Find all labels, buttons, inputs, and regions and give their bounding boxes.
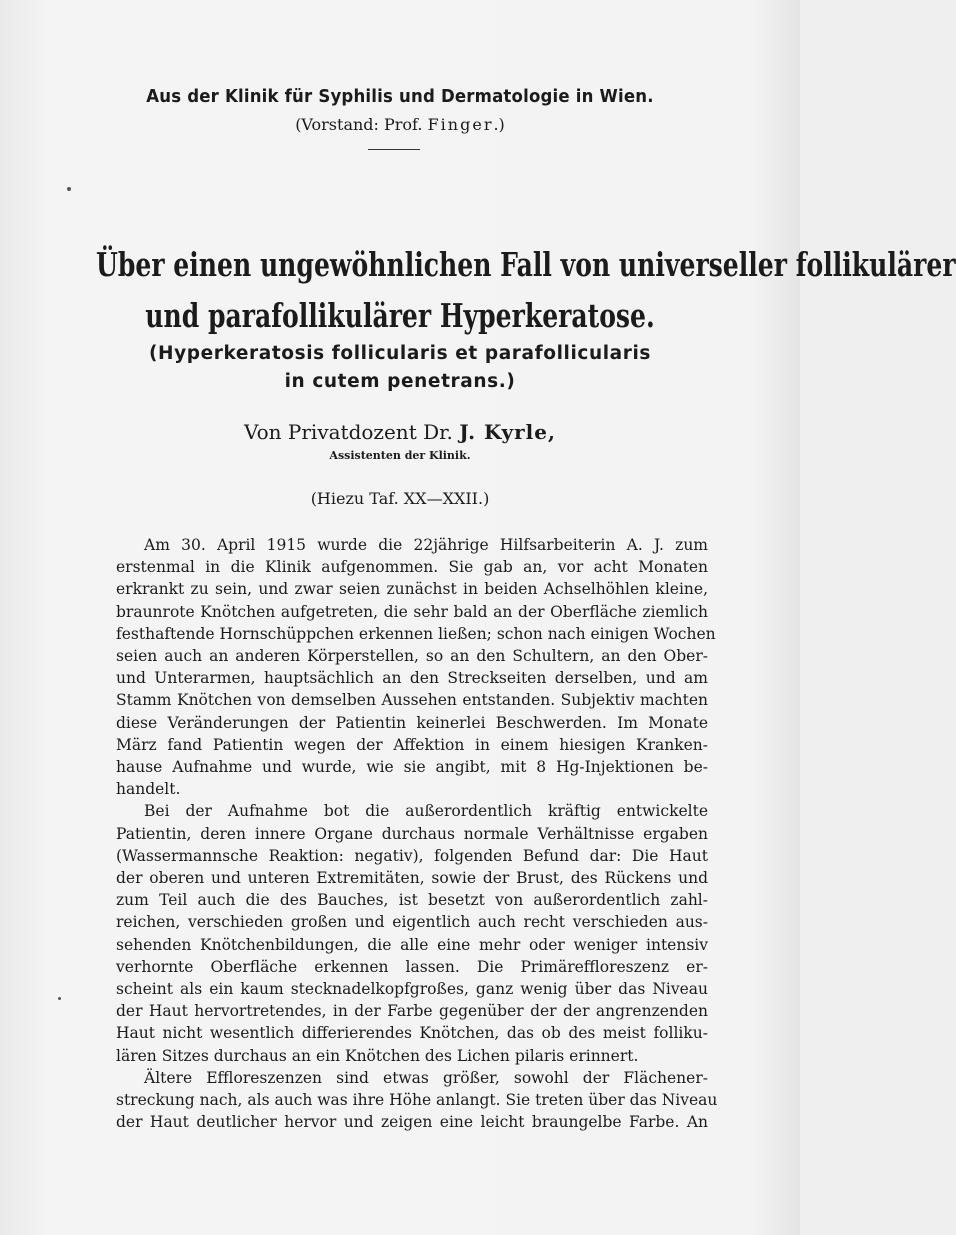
body-line: lären Sitzes durchaus an ein Knötchen des Lichen pilaris erinnert. [116,1046,639,1065]
body-line: scheint als ein kaum stecknadelkopfgroßes, ganz wenig über das Niveau [116,980,708,998]
author-line [0,420,800,444]
author-affiliation: Assistenten der Klinik. [329,449,471,462]
body-line: der Haut deutlicher hervor und zeigen eine leicht braungelbe Farbe. An [116,1113,708,1132]
body-line: zum Teil auch die des Bauches, ist besetzt von außerordentlich zahl- [116,891,708,910]
body-line: und Unterarmen, hauptsächlich an den Streckseiten derselben, und am [116,669,708,688]
body-line: (Wassermannsche Reaktion: negativ), folgenden Befund dar: Die Haut [116,846,708,865]
article-title-line-1: Über einen ungewöhnlichen Fall von universeller follikulärer [96,245,956,284]
body-line: erkrankt zu sein, und zwar seien zunächst in beiden Achselhöhlen kleine, [116,580,708,599]
body-line: der oberen und unteren Extremitäten, sowie der Brust, des Rückens und [116,869,708,887]
body-line: Ältere Effloreszenzen sind etwas größer, sowohl der Flächener- [144,1068,708,1087]
plates-reference: (Hiezu Taf. XX—XXII.) [310,489,490,508]
body-line: handelt. [116,780,181,799]
body-line: Stamm Knötchen von demselben Aussehen entstanden. Subjektiv machten [116,691,708,710]
body-line: diese Veränderungen der Patientin keinerlei Beschwerden. Im Monate [116,713,708,732]
body-line: März fand Patientin wegen der Affektion in einem hiesigen Kranken- [116,735,708,754]
body-line: sehenden Knötchenbildungen, die alle eine mehr oder weniger intensiv [116,935,708,954]
body-line: streckung nach, als auch was ihre Höhe anlangt. Sie treten über das Niveau [116,1091,718,1109]
body-line: Haut nicht wesentlich differierendes Knötchen, das ob des meist folliku- [116,1024,708,1043]
body-line: hause Aufnahme und wurde, wie sie angibt, mit 8 Hg-Injektionen be- [116,758,708,776]
chair-line [0,115,800,134]
body-line: festhaftende Hornschüppchen erkennen ließen; schon nach einigen Wochen [116,624,716,643]
latin-subtitle-line-1: (Hyperkeratosis follicularis et parafollicularis [148,343,652,364]
header-divider [368,149,420,150]
body-line: Bei der Aufnahme bot die außerordentlich kräftig entwickelte [144,802,708,821]
chair-suffix: .) [493,115,505,134]
body-line: Am 30. April 1915 wurde die 22jährige Hilfsarbeiterin A. J. zum [144,536,708,554]
chair-name: Finger [427,115,494,134]
article-title-line-2: und parafollikulärer Hyperkeratose. [145,296,655,335]
body-line: seien auch an anderen Körperstellen, so an den Schultern, an den Ober- [116,647,708,665]
body-line: der Haut hervortretendes, in der Farbe gegenüber der der angrenzenden [116,1002,708,1021]
institution-header: Aus der Klinik für Syphilis und Dermatologie in Wien. [146,86,654,107]
print-speck [67,187,71,191]
latin-subtitle-line-2: in cutem penetrans.) [284,371,516,392]
chair-prefix: (Vorstand: Prof. [295,115,428,134]
print-speck [58,997,61,1000]
body-line: reichen, verschieden großen und eigentlich auch recht verschieden aus- [116,913,708,932]
body-line: braunrote Knötchen aufgetreten, die sehr bald an der Oberfläche ziemlich [116,602,708,621]
body-line: verhornte Oberfläche erkennen lassen. Die Primäreffloreszenz er- [116,957,708,976]
body-line: Patientin, deren innere Organe durchaus normale Verhältnisse ergaben [116,824,708,843]
body-line: erstenmal in die Klinik aufgenommen. Sie gab an, vor acht Monaten [116,558,708,577]
author-name: J. Kyrle, [459,420,556,444]
author-prefix: Von Privatdozent Dr. [244,420,460,444]
